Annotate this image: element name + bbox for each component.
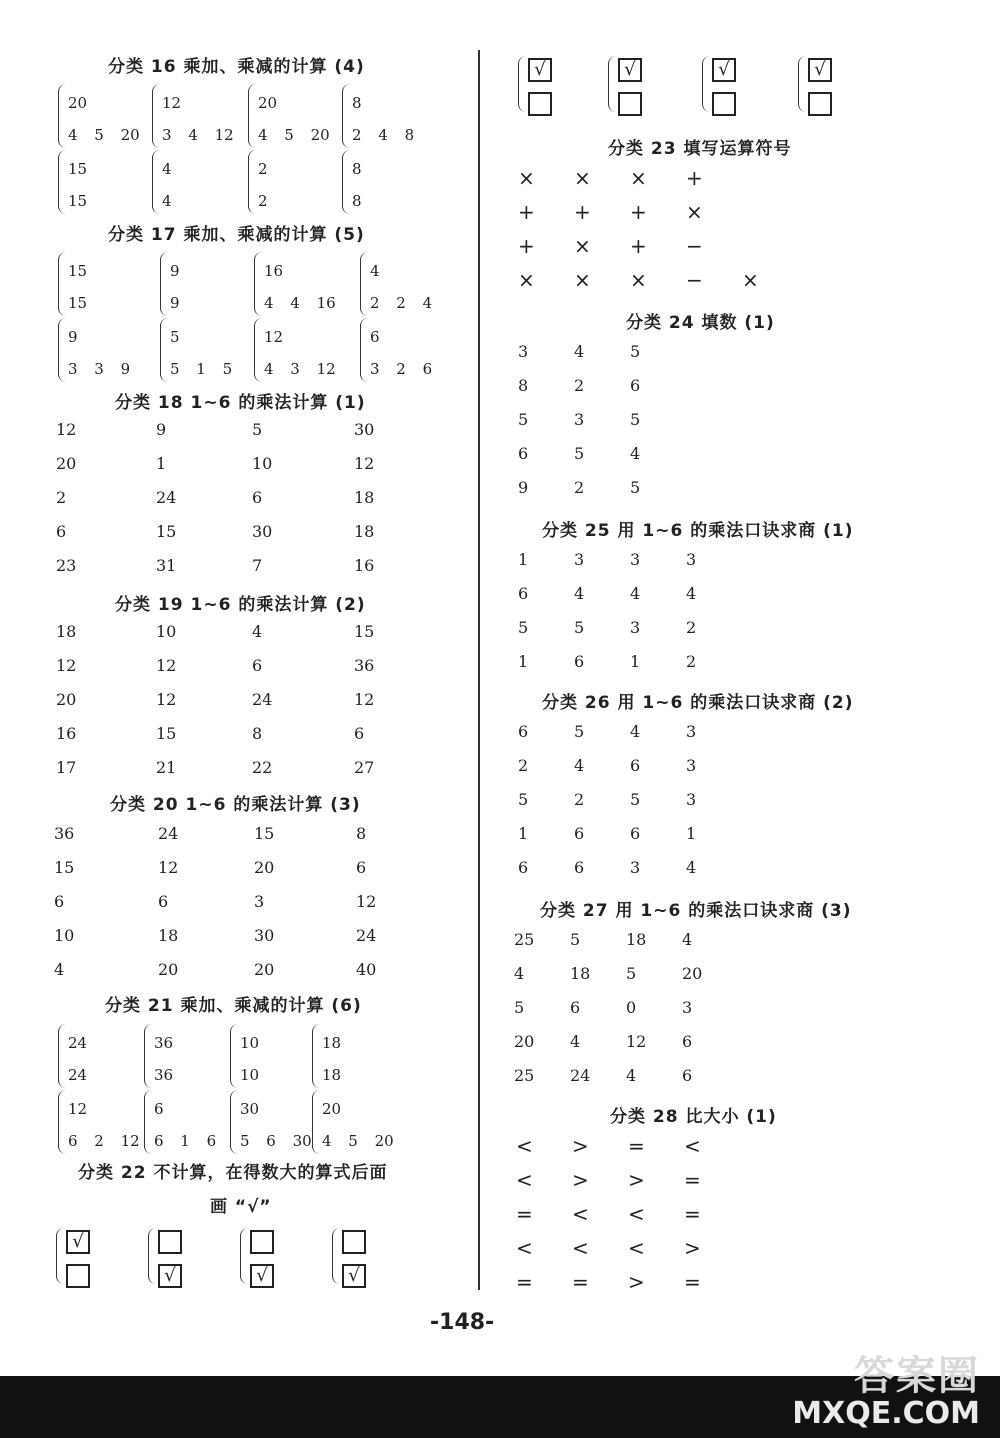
- comparison-symbol: =: [684, 1270, 701, 1294]
- brace-line: [248, 150, 257, 214]
- answer-cell: 2: [574, 376, 585, 395]
- answer-cell: 6: [682, 1032, 693, 1051]
- operator-symbol: ×: [742, 268, 759, 292]
- answer-cell: 30: [354, 420, 375, 439]
- answer-cell: 12: [354, 690, 375, 709]
- answer-cell: 2: [56, 488, 67, 507]
- answer-cell: 5: [518, 790, 529, 809]
- answer-cell: 6: [630, 376, 641, 395]
- column-divider: [478, 50, 480, 1290]
- answer-cell: 6: [630, 756, 641, 775]
- brace-bottom-value: 6 2 12: [68, 1132, 140, 1150]
- brace-bottom-value: 24: [68, 1066, 88, 1084]
- answer-cell: 1: [518, 550, 529, 569]
- brace-top-value: 20: [258, 94, 278, 112]
- answer-cell: 2: [518, 756, 529, 775]
- brace-top-value: 6: [370, 328, 380, 346]
- comparison-symbol: >: [628, 1168, 645, 1192]
- answer-cell: 8: [252, 724, 263, 743]
- brace-line: [254, 318, 263, 382]
- brace-line: [144, 1090, 153, 1154]
- answer-cell: 12: [156, 656, 177, 675]
- operator-symbol: ×: [630, 166, 647, 190]
- brace-bottom-value: 2: [258, 192, 268, 210]
- answer-cell: 6: [574, 652, 585, 671]
- answer-cell: 20: [254, 858, 275, 877]
- answer-cell: 15: [54, 858, 75, 877]
- operator-symbol: +: [630, 234, 647, 258]
- checkbox-top: √: [66, 1230, 90, 1254]
- answer-cell: 6: [570, 998, 581, 1017]
- answer-cell: 5: [574, 722, 585, 741]
- brace-line: [332, 1228, 341, 1284]
- answer-cell: 2: [686, 618, 697, 637]
- operator-symbol: −: [686, 268, 703, 292]
- answer-cell: 3: [686, 756, 697, 775]
- brace-line: [518, 56, 527, 112]
- heading-s18: 分类 18 1~6 的乘法计算 (1): [115, 393, 366, 413]
- heading-s17: 分类 17 乘加、乘减的计算 (5): [108, 225, 365, 245]
- brace-bottom-value: 15: [68, 192, 88, 210]
- checkbox-top: √: [618, 58, 642, 82]
- brace-top-value: 5: [170, 328, 180, 346]
- brace-line: [56, 1228, 65, 1284]
- operator-symbol: ×: [574, 268, 591, 292]
- brace-bottom-value: 5 6 30: [240, 1132, 312, 1150]
- comparison-symbol: =: [516, 1202, 533, 1226]
- answer-cell: 18: [56, 622, 77, 641]
- answer-cell: 3: [630, 618, 641, 637]
- answer-cell: 24: [158, 824, 179, 843]
- brace-bottom-value: 4 5 20: [68, 126, 140, 144]
- brace-top-value: 6: [154, 1100, 164, 1118]
- brace-line: [798, 56, 807, 112]
- brace-top-value: 30: [240, 1100, 260, 1118]
- brace-line: [58, 1090, 67, 1154]
- brace-line: [230, 1024, 239, 1088]
- brace-top-value: 36: [154, 1034, 174, 1052]
- checkbox-bottom: √: [158, 1264, 182, 1288]
- answer-cell: 36: [354, 656, 375, 675]
- answer-cell: 1: [156, 454, 167, 473]
- comparison-symbol: <: [572, 1236, 589, 1260]
- checkbox-top: [158, 1230, 182, 1254]
- brace-bottom-value: 4 5 20: [322, 1132, 394, 1150]
- operator-symbol: +: [518, 234, 535, 258]
- brace-line: [160, 318, 169, 382]
- brace-bottom-value: 3 2 6: [370, 360, 433, 378]
- brace-top-value: 12: [162, 94, 182, 112]
- answer-cell: 20: [514, 1032, 535, 1051]
- brace-top-value: 20: [68, 94, 88, 112]
- brace-line: [312, 1090, 321, 1154]
- answer-cell: 40: [356, 960, 377, 979]
- answer-cell: 2: [686, 652, 697, 671]
- comparison-symbol: =: [684, 1168, 701, 1192]
- operator-symbol: ×: [574, 166, 591, 190]
- answer-cell: 4: [630, 722, 641, 741]
- answer-cell: 25: [514, 930, 535, 949]
- brace-line: [360, 318, 369, 382]
- comparison-symbol: <: [516, 1236, 533, 1260]
- brace-line: [702, 56, 711, 112]
- brace-line: [230, 1090, 239, 1154]
- answer-cell: 5: [518, 618, 529, 637]
- answer-cell: 4: [54, 960, 65, 979]
- brace-line: [58, 1024, 67, 1088]
- operator-symbol: ×: [686, 200, 703, 224]
- answer-cell: 6: [56, 522, 67, 541]
- comparison-symbol: <: [684, 1134, 701, 1158]
- brace-bottom-value: 3 3 9: [68, 360, 131, 378]
- checkbox-bottom: [618, 92, 642, 116]
- answer-cell: 3: [686, 722, 697, 741]
- answer-cell: 4: [570, 1032, 581, 1051]
- brace-line: [58, 84, 67, 148]
- comparison-symbol: >: [572, 1168, 589, 1192]
- answer-cell: 5: [630, 790, 641, 809]
- brace-line: [312, 1024, 321, 1088]
- answer-cell: 1: [518, 652, 529, 671]
- brace-top-value: 8: [352, 94, 362, 112]
- answer-cell: 18: [626, 930, 647, 949]
- brace-line: [58, 252, 67, 316]
- brace-line: [152, 150, 161, 214]
- brace-bottom-value: 4: [162, 192, 172, 210]
- answer-cell: 24: [156, 488, 177, 507]
- operator-symbol: ×: [574, 234, 591, 258]
- answer-cell: 15: [156, 522, 177, 541]
- checkbox-top: √: [528, 58, 552, 82]
- answer-cell: 4: [630, 444, 641, 463]
- brace-top-value: 9: [170, 262, 180, 280]
- answer-cell: 6: [518, 444, 529, 463]
- brace-top-value: 18: [322, 1034, 342, 1052]
- answer-cell: 12: [158, 858, 179, 877]
- answer-cell: 27: [354, 758, 375, 777]
- answer-cell: 2: [574, 478, 585, 497]
- answer-cell: 20: [682, 964, 703, 983]
- watermark-url: MXQE.COM: [792, 1396, 980, 1431]
- answer-cell: 1: [518, 824, 529, 843]
- brace-top-value: 12: [264, 328, 284, 346]
- answer-cell: 7: [252, 556, 263, 575]
- answer-cell: 6: [682, 1066, 693, 1085]
- answer-cell: 3: [686, 790, 697, 809]
- answer-cell: 23: [56, 556, 77, 575]
- answer-cell: 0: [626, 998, 637, 1017]
- comparison-symbol: =: [516, 1270, 533, 1294]
- heading-s21: 分类 21 乘加、乘减的计算 (6): [105, 996, 362, 1016]
- answer-cell: 5: [514, 998, 525, 1017]
- answer-cell: 6: [574, 858, 585, 877]
- answer-cell: 30: [252, 522, 273, 541]
- answer-cell: 8: [518, 376, 529, 395]
- checkbox-top: [342, 1230, 366, 1254]
- operator-symbol: ×: [518, 166, 535, 190]
- answer-cell: 6: [354, 724, 365, 743]
- answer-cell: 6: [252, 656, 263, 675]
- answer-cell: 20: [56, 454, 77, 473]
- answer-cell: 15: [354, 622, 375, 641]
- answer-cell: 10: [156, 622, 177, 641]
- brace-top-value: 24: [68, 1034, 88, 1052]
- checkbox-bottom: √: [342, 1264, 366, 1288]
- answer-cell: 4: [574, 756, 585, 775]
- brace-line: [342, 84, 351, 148]
- heading-s27: 分类 27 用 1~6 的乘法口诀求商 (3): [540, 901, 852, 921]
- watermark-logo: 答案圈: [854, 1353, 980, 1399]
- brace-bottom-value: 2 4 8: [352, 126, 415, 144]
- answer-cell: 9: [156, 420, 167, 439]
- operator-symbol: +: [518, 200, 535, 224]
- checkbox-top: √: [808, 58, 832, 82]
- heading-s23: 分类 23 填写运算符号: [608, 139, 792, 159]
- heading-s20: 分类 20 1~6 的乘法计算 (3): [110, 795, 361, 815]
- operator-symbol: −: [686, 234, 703, 258]
- heading-s25: 分类 25 用 1~6 的乘法口诀求商 (1): [542, 521, 854, 541]
- brace-bottom-value: 15: [68, 294, 88, 312]
- brace-top-value: 16: [264, 262, 284, 280]
- answer-cell: 17: [56, 758, 77, 777]
- comparison-symbol: =: [684, 1202, 701, 1226]
- answer-cell: 3: [574, 550, 585, 569]
- answer-cell: 15: [156, 724, 177, 743]
- answer-cell: 21: [156, 758, 177, 777]
- brace-line: [248, 84, 257, 148]
- answer-cell: 18: [354, 522, 375, 541]
- answer-cell: 22: [252, 758, 273, 777]
- brace-bottom-value: 4 4 16: [264, 294, 336, 312]
- comparison-symbol: <: [628, 1202, 645, 1226]
- heading-s19: 分类 19 1~6 的乘法计算 (2): [115, 595, 366, 615]
- heading-s26: 分类 26 用 1~6 的乘法口诀求商 (2): [542, 693, 854, 713]
- answer-cell: 4: [252, 622, 263, 641]
- heading-s24: 分类 24 填数 (1): [626, 313, 775, 333]
- answer-cell: 6: [518, 584, 529, 603]
- answer-cell: 5: [630, 478, 641, 497]
- answer-cell: 24: [252, 690, 273, 709]
- brace-bottom-value: 4 5 20: [258, 126, 330, 144]
- comparison-symbol: <: [572, 1202, 589, 1226]
- answer-cell: 2: [574, 790, 585, 809]
- checkbox-bottom: √: [250, 1264, 274, 1288]
- answer-cell: 5: [570, 930, 581, 949]
- answer-cell: 20: [56, 690, 77, 709]
- comparison-symbol: <: [628, 1236, 645, 1260]
- checkbox-bottom: [712, 92, 736, 116]
- answer-cell: 8: [356, 824, 367, 843]
- answer-cell: 3: [254, 892, 265, 911]
- answer-cell: 18: [354, 488, 375, 507]
- answer-cell: 36: [54, 824, 75, 843]
- answer-cell: 5: [630, 410, 641, 429]
- brace-line: [148, 1228, 157, 1284]
- brace-top-value: 10: [240, 1034, 260, 1052]
- answer-cell: 24: [570, 1066, 591, 1085]
- brace-top-value: 9: [68, 328, 78, 346]
- comparison-symbol: >: [684, 1236, 701, 1260]
- answer-cell: 3: [630, 550, 641, 569]
- answer-cell: 4: [682, 930, 693, 949]
- brace-line: [160, 252, 169, 316]
- answer-cell: 20: [254, 960, 275, 979]
- answer-cell: 10: [54, 926, 75, 945]
- brace-bottom-value: 5 1 5: [170, 360, 233, 378]
- answer-cell: 6: [158, 892, 169, 911]
- comparison-symbol: >: [628, 1270, 645, 1294]
- answer-cell: 4: [626, 1066, 637, 1085]
- operator-symbol: ×: [518, 268, 535, 292]
- answer-cell: 1: [686, 824, 697, 843]
- brace-line: [342, 150, 351, 214]
- heading-s28: 分类 28 比大小 (1): [610, 1107, 777, 1127]
- answer-cell: 9: [518, 478, 529, 497]
- answer-cell: 20: [158, 960, 179, 979]
- answer-cell: 6: [252, 488, 263, 507]
- answer-cell: 30: [254, 926, 275, 945]
- answer-cell: 10: [252, 454, 273, 473]
- brace-top-value: 20: [322, 1100, 342, 1118]
- brace-bottom-value: 9: [170, 294, 180, 312]
- brace-top-value: 8: [352, 160, 362, 178]
- answer-cell: 1: [630, 652, 641, 671]
- answer-cell: 6: [356, 858, 367, 877]
- answer-cell: 16: [56, 724, 77, 743]
- answer-cell: 5: [630, 342, 641, 361]
- answer-cell: 5: [518, 410, 529, 429]
- answer-cell: 5: [252, 420, 263, 439]
- comparison-symbol: =: [628, 1134, 645, 1158]
- answer-cell: 6: [518, 858, 529, 877]
- operator-symbol: +: [574, 200, 591, 224]
- checkbox-bottom: [528, 92, 552, 116]
- operator-symbol: +: [686, 166, 703, 190]
- answer-cell: 18: [570, 964, 591, 983]
- answer-cell: 6: [54, 892, 65, 911]
- brace-top-value: 2: [258, 160, 268, 178]
- comparison-symbol: <: [516, 1134, 533, 1158]
- answer-cell: 12: [156, 690, 177, 709]
- answer-cell: 5: [574, 444, 585, 463]
- answer-cell: 3: [574, 410, 585, 429]
- answer-cell: 31: [156, 556, 177, 575]
- answer-cell: 4: [686, 858, 697, 877]
- answer-cell: 12: [56, 656, 77, 675]
- answer-cell: 4: [574, 584, 585, 603]
- answer-cell: 4: [630, 584, 641, 603]
- answer-cell: 3: [682, 998, 693, 1017]
- brace-bottom-value: 3 4 12: [162, 126, 234, 144]
- comparison-symbol: =: [572, 1270, 589, 1294]
- brace-line: [240, 1228, 249, 1284]
- answer-cell: 16: [354, 556, 375, 575]
- brace-line: [144, 1024, 153, 1088]
- brace-line: [152, 84, 161, 148]
- brace-line: [360, 252, 369, 316]
- answer-cell: 3: [630, 858, 641, 877]
- page-number: -148-: [430, 1310, 495, 1335]
- brace-top-value: 4: [370, 262, 380, 280]
- checkbox-top: √: [712, 58, 736, 82]
- comparison-symbol: <: [516, 1168, 533, 1192]
- answer-cell: 15: [254, 824, 275, 843]
- brace-top-value: 12: [68, 1100, 88, 1118]
- brace-bottom-value: 8: [352, 192, 362, 210]
- comparison-symbol: >: [572, 1134, 589, 1158]
- checkbox-top: [250, 1230, 274, 1254]
- answer-cell: 4: [514, 964, 525, 983]
- answer-cell: 5: [574, 618, 585, 637]
- answer-cell: 12: [626, 1032, 647, 1051]
- checkbox-bottom: [66, 1264, 90, 1288]
- heading-s16: 分类 16 乘加、乘减的计算 (4): [108, 57, 365, 77]
- brace-line: [608, 56, 617, 112]
- answer-cell: 5: [626, 964, 637, 983]
- brace-top-value: 15: [68, 160, 88, 178]
- answer-cell: 3: [686, 550, 697, 569]
- operator-symbol: ×: [630, 268, 647, 292]
- brace-top-value: 4: [162, 160, 172, 178]
- brace-top-value: 15: [68, 262, 88, 280]
- heading-s22-line2: 画 “√”: [210, 1197, 272, 1217]
- answer-cell: 3: [518, 342, 529, 361]
- answer-cell: 18: [158, 926, 179, 945]
- answer-cell: 12: [56, 420, 77, 439]
- answer-cell: 6: [518, 722, 529, 741]
- brace-bottom-value: 2 2 4: [370, 294, 433, 312]
- brace-bottom-value: 10: [240, 1066, 260, 1084]
- answer-cell: 24: [356, 926, 377, 945]
- brace-bottom-value: 4 3 12: [264, 360, 336, 378]
- brace-line: [254, 252, 263, 316]
- brace-bottom-value: 36: [154, 1066, 174, 1084]
- answer-cell: 12: [354, 454, 375, 473]
- brace-line: [58, 150, 67, 214]
- brace-bottom-value: 18: [322, 1066, 342, 1084]
- answer-cell: 4: [574, 342, 585, 361]
- checkbox-bottom: [808, 92, 832, 116]
- answer-cell: 6: [630, 824, 641, 843]
- answer-cell: 12: [356, 892, 377, 911]
- brace-line: [58, 318, 67, 382]
- answer-cell: 4: [686, 584, 697, 603]
- operator-symbol: +: [630, 200, 647, 224]
- heading-s22: 分类 22 不计算，在得数大的算式后面: [78, 1163, 388, 1183]
- brace-bottom-value: 6 1 6: [154, 1132, 217, 1150]
- answer-cell: 6: [574, 824, 585, 843]
- answer-cell: 25: [514, 1066, 535, 1085]
